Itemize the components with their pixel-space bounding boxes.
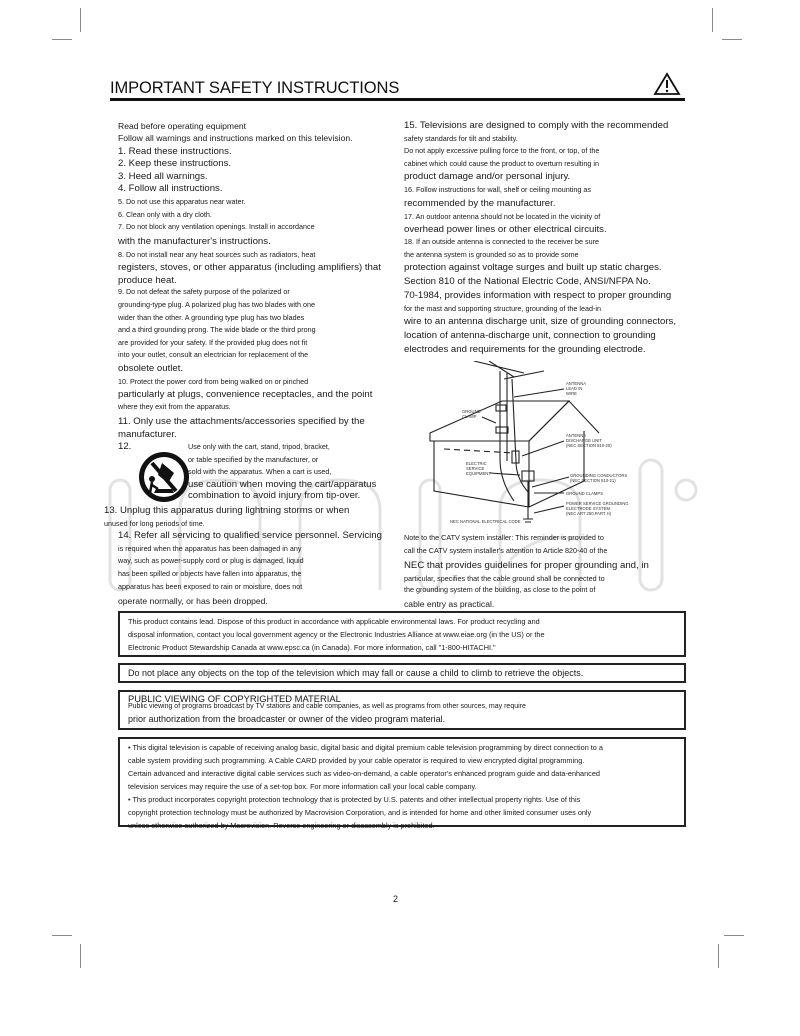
instruction-line: 9. Do not defeat the safety purpose of the polarized or — [118, 287, 290, 297]
crop-mark — [80, 944, 81, 968]
instruction-line: recommended by the manufacturer. — [404, 197, 556, 209]
crop-mark — [722, 39, 742, 40]
catv-note-line: NEC that provides guidelines for proper grounding and, in — [404, 559, 649, 571]
svg-text:DISCHARGE UNIT: DISCHARGE UNIT — [566, 438, 602, 444]
instruction-line: wire to an antenna discharge unit, size of grounding connectors, — [404, 316, 676, 328]
instruction-line: Use only with the cart, stand, tripod, bracket, — [188, 442, 330, 452]
notice-line: • This digital television is capable of receiving analog basic, digital basic and digital premium cable television programming by direct connection to a — [128, 743, 603, 752]
svg-text:CLAMP: CLAMP — [462, 414, 477, 420]
instruction-line: or table specified by the manufacturer, or — [188, 454, 319, 464]
left-column — [104, 120, 388, 609]
instruction-line: safety standards for tilt and stability. — [404, 133, 518, 143]
instruction-line: unused for long periods of time. — [104, 518, 205, 528]
notice-line: • This product incorporates copyright protection technology that is protected by U.S. patents and other intellectual property rights. Use of this — [128, 795, 581, 804]
page-title: IMPORTANT SAFETY INSTRUCTIONS — [110, 79, 400, 97]
instruction-line: combination to avoid injury from tip-over. — [188, 490, 361, 502]
instruction-line: 8. Do not install near any heat sources such as radiators, heat — [118, 249, 316, 259]
objects-on-top-notice — [118, 663, 686, 683]
instruction-line: wider than the other. A grounding type plug has two blades — [118, 312, 305, 322]
notice-line: cable system providing such programming. A Cable CARD provided by your cable operator is required to view encrypted digital programming. — [128, 756, 585, 765]
label-ground-clamp: GROUND — [462, 409, 481, 415]
svg-text:WIRE: WIRE — [566, 391, 577, 397]
svg-text:SERVICE: SERVICE — [466, 466, 485, 472]
instruction-line: protection against voltage surges and built up static charges. — [404, 262, 662, 274]
notice-line: Public viewing of programs broadcast by TV stations and cable companies, as well as programs from other sources, may require — [128, 703, 526, 710]
instruction-line: 10. Protect the power cord from being walked on or pinched — [118, 376, 309, 386]
instruction-line: overhead power lines or other electrical circuits. — [404, 223, 607, 235]
instruction-line: use caution when moving the cart/apparatus — [188, 479, 377, 491]
item-12-text — [188, 441, 376, 502]
crop-mark — [80, 8, 81, 32]
notice-line: This product contains lead. Dispose of this product in accordance with applicable environmental laws. For product recycling and — [128, 617, 540, 626]
lead-disposal-notice — [118, 611, 686, 657]
right-column — [404, 120, 689, 613]
page-header — [110, 72, 685, 101]
cart-tip-over-warning-icon — [138, 449, 190, 505]
instruction-line: 2. Keep these instructions. — [118, 158, 232, 170]
intro-text: Follow all warnings and instructions marked on this television. — [118, 132, 353, 143]
svg-text:(NEC SECTION 810-21): (NEC SECTION 810-21) — [570, 478, 616, 484]
instruction-line: 3. Heed all warnings. — [118, 170, 208, 182]
instruction-line: cabinet which could cause the product to overturn resulting in — [404, 158, 599, 168]
notice-line: television services may require the use of a set-top box. For more information call your local cable company. — [128, 782, 477, 791]
label-power-grounding: POWER SERVICE GROUNDING — [566, 501, 629, 507]
label-grounding-conductors: GROUNDING CONDUCTORS — [570, 473, 628, 479]
instruction-line: product damage and/or personal injury. — [404, 171, 571, 183]
instruction-line: grounding-type plug. A polarized plug has two blades with one — [118, 299, 315, 309]
instruction-line: particularly at plugs, convenience receptacles, and the point — [118, 388, 373, 400]
instruction-line: is required when the apparatus has been damaged in any — [118, 543, 302, 553]
instruction-line: location of antenna-discharge unit, connection to grounding — [404, 330, 656, 342]
svg-text:LEAD IN: LEAD IN — [566, 386, 583, 392]
crop-mark — [712, 8, 713, 32]
page-number: 2 — [393, 894, 399, 904]
notice-line: Electronic Product Stewardship Canada at www.epsc.ca (in Canada). For more information, call "1-800-HITACHI." — [128, 643, 496, 652]
intro-text: Read before operating equipment — [118, 121, 247, 131]
copyright-notice — [118, 690, 686, 730]
instruction-line: 7. Do not block any ventilation openings. Install in accordance — [118, 222, 315, 232]
crop-mark — [724, 935, 744, 936]
notice-title: PUBLIC VIEWING OF COPYRIGHTED MATERIAL — [128, 693, 341, 704]
instruction-line: apparatus has been exposed to rain or moisture, does not — [118, 581, 303, 591]
digital-cable-notice — [118, 737, 686, 830]
svg-text:(NEC ART 250,PART H): (NEC ART 250,PART H) — [566, 511, 611, 517]
instruction-line: obsolete outlet. — [118, 362, 184, 374]
crop-mark — [52, 935, 72, 936]
label-discharge-unit: ANTENNA — [566, 433, 587, 439]
instruction-line: 6. Clean only with a dry cloth. — [118, 209, 212, 219]
svg-text:EQUIPMENT: EQUIPMENT — [466, 471, 491, 477]
warning-triangle-icon — [653, 72, 681, 96]
svg-text:ELECTRODE SYSTEM: ELECTRODE SYSTEM — [566, 506, 610, 512]
instruction-line: into your outlet, consult an electrician for replacement of the — [118, 350, 309, 360]
notice-line: disposal information, contact you local government agency or the Electronic Industries Alliance at www.eiae.org (in the US) or the — [128, 630, 545, 639]
catv-note-line: the grounding system of the building, as close to the point of — [404, 584, 596, 594]
catv-note-line: cable entry as practical. — [404, 599, 495, 610]
notice-line: prior authorization from the broadcaster or owner of the video program material. — [128, 714, 446, 724]
instruction-line: 4. Follow all instructions. — [118, 183, 223, 195]
catv-note-line: call the CATV system installer's attention to Article 820-40 of the — [404, 545, 608, 555]
label-service-equipment: ELECTRIC — [466, 461, 487, 467]
instruction-line: 70-1984, provides information with respect to proper grounding — [404, 290, 672, 302]
crop-mark — [52, 39, 72, 40]
label-ground-clamps: GROUND CLAMPS — [566, 491, 603, 497]
svg-text:(NEC SECTION 810-20): (NEC SECTION 810-20) — [566, 443, 612, 449]
crop-mark — [718, 944, 719, 968]
catv-note-line: Note to the CATV system installer: This reminder is provided to — [404, 533, 604, 543]
instruction-line: for the mast and supporting structure, grounding of the lead-in — [404, 304, 601, 314]
instruction-line: Section 810 of the National Electric Code, ANSI/NFPA No. — [404, 276, 651, 288]
instruction-line: produce heat. — [118, 275, 177, 287]
notice-line: unless otherwise authorized by Macrovision. Reverse engineering or disassembly is prohibited. — [128, 821, 435, 830]
notice-line: Certain advanced and interactive digital cable services such as video-on-demand, a cable operator's enhanced program guide and data-enhanced — [128, 769, 600, 778]
instruction-line: where they exit from the apparatus. — [118, 402, 231, 412]
instruction-line: sold with the apparatus. When a cart is used, — [188, 467, 332, 477]
instruction-line: 15. Televisions are designed to comply with the recommended — [404, 120, 669, 131]
instruction-line: 18. If an outside antenna is connected to the receiver be sure — [404, 237, 599, 247]
notice-line: Do not place any objects on the top of the television which may fall or cause a child to climb to retrieve the objects. — [128, 668, 584, 678]
item-number: 12. — [118, 441, 132, 453]
instruction-line: and a third grounding prong. The wide blade or the third prong — [118, 325, 316, 335]
notice-line: copyright protection technology must be authorized by Macrovision Corporation, and is intended for home and other limited consumer uses only — [128, 808, 592, 817]
instruction-line: 16. Follow instructions for wall, shelf or ceiling mounting as — [404, 185, 591, 195]
label-nec-caption: NEC NATIONAL ELECTRICAL CODE — [450, 519, 521, 525]
item-12-cart-warning — [118, 441, 388, 505]
instruction-line: 1. Read these instructions. — [118, 145, 232, 157]
house-antenna-illustration — [404, 361, 674, 526]
instruction-line: Do not apply excessive pulling force to the front, or top, of the — [404, 146, 600, 156]
instruction-line: electrodes and requirements for the grounding electrode. — [404, 344, 646, 356]
instruction-line: with the manufacturer's instructions. — [118, 235, 271, 247]
instruction-line: the antenna system is grounded so as to provide some — [404, 249, 579, 259]
instruction-line: manufacturer. — [118, 428, 177, 440]
instruction-line: 17. An outdoor antenna should not be located in the vicinity of — [404, 211, 601, 221]
instruction-line: 13. Unplug this apparatus during lightning storms or when — [104, 505, 350, 517]
instruction-line: 5. Do not use this apparatus near water. — [118, 196, 246, 206]
instruction-line: has been spilled or objects have fallen into apparatus, the — [118, 569, 302, 579]
catv-note-line: particular, specifies that the cable ground shall be connected to — [404, 573, 605, 583]
instruction-line: way, such as power-supply cord or plug is damaged, liquid — [118, 556, 304, 566]
label-lead-in: ANTENNA — [566, 381, 587, 387]
instruction-line: operate normally, or has been dropped. — [118, 596, 268, 607]
instruction-line: 11. Only use the attachments/accessories specified by the — [118, 415, 365, 427]
instruction-line: are provided for your safety. If the provided plug does not fit — [118, 337, 308, 347]
instruction-line: registers, stoves, or other apparatus (including amplifiers) that — [118, 262, 381, 274]
antenna-grounding-diagram — [404, 361, 674, 526]
instruction-line: 14. Refer all servicing to qualified service personnel. Servicing — [118, 529, 382, 541]
